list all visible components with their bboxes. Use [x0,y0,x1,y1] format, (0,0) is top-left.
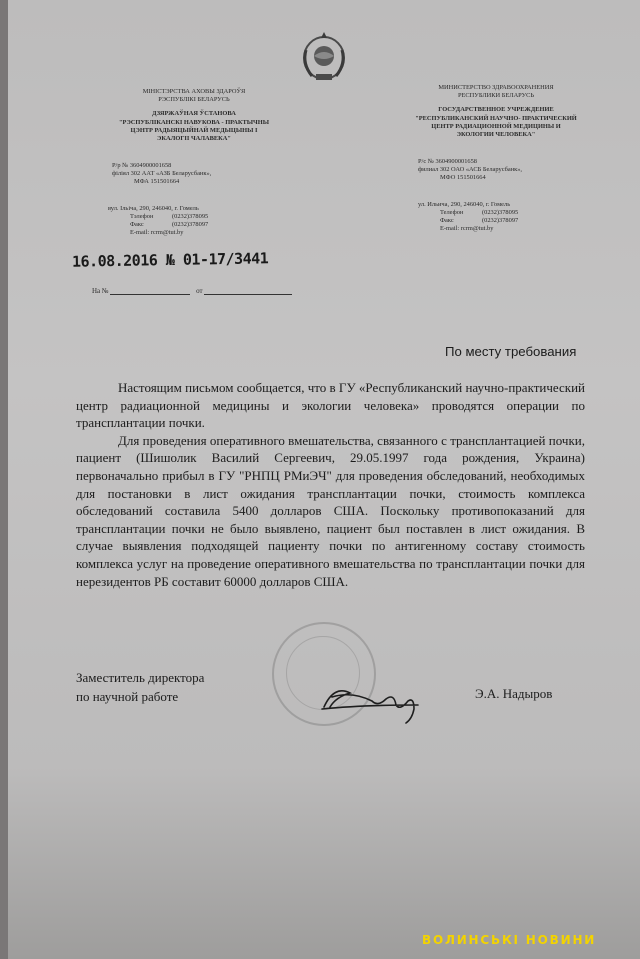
bank-line: Р/р № 3604900001658 [112,162,172,169]
signatory-name: Э.А. Надыров [475,686,553,701]
phone-value: (0232)378095 [172,213,209,220]
body-paragraph: Для проведения оперативного вмешательства, связанного с трансплантацией почки, пациент (Шишолик Василий Сергеевич, 29.05.1997 года рождения, Украина) первоначально прибыл в ГУ "РНПЦ РМиЭЧ" для проведения обследований, необходимых для постановки в лист ожидания трансплантации почки, стоимость комплекса обследований составила 5400 долларов США. Поскольку противопоказаний для трансплантации почки не было выявлено, пациент был поставлен в лист ожидания. В случае выявления подходящей пациенту почки по антигенному составу стоимость комплекса услуг на проведение оперативного вмешательства по трансплантации почки для нерезидентов РБ составит 60000 долларов США. [76,432,585,589]
fax-value: (0232)378097 [172,221,209,228]
handwritten-date: 16.08.2016 [71,251,158,271]
ministry-line: МИНИСТЕРСТВО ЗДРАВООХРАНЕНИЯ [438,84,554,91]
bank-details-left [112,162,211,186]
handwritten-signature [318,677,436,725]
bank-details-right [418,158,522,182]
institution-line: "РЭСПУБЛІКАНСКІ НАВУКОВА - ПРАКТЫЧНЫ [119,118,269,126]
no-blank [110,286,190,295]
institution-line: ЦЭНТР РАДЫЯЦЫЙНАЙ МЕДЫЦЫНЫ І [130,126,258,134]
contact-details-left [108,205,208,237]
bank-line: филиал 302 ОАО «АСБ Беларусбанк», [418,166,523,173]
header-left-block [75,88,313,143]
fax-value: (0232)378097 [482,217,519,224]
letter-body [76,379,585,590]
ministry-line: РЭСПУБЛІКІ БЕЛАРУСЬ [158,96,230,104]
email-line: E-mail: rcrm@tut.by [130,229,184,236]
signatory-title-line: по научной работе [76,689,179,704]
news-watermark: ВОЛИНСЬКІ НОВИНИ [422,933,597,947]
ministry-line: РЕСПУБЛИКИ БЕЛАРУСЬ [457,92,535,100]
institution-line: ЭКОЛОГИИ ЧЕЛОВЕКА" [456,131,536,139]
body-paragraph: Настоящим письмом сообщается, что в ГУ «Республиканский научно-практический центр радиационной медицины и экологии человека» проводятся операции по трансплантации почки. [76,380,585,431]
phone-label: Тэлефон [130,213,154,220]
institution-line: ЭКАЛОГІІ ЧАЛАВЕКА" [157,135,231,143]
institution-line: "РЕСПУБЛИКАНСКИЙ НАУЧНО- ПРАКТИЧЕСКИЙ [415,114,577,122]
phone-value: (0232)378095 [482,209,519,216]
signatory-title [76,668,204,706]
paper-edge-shadow [0,0,8,959]
address-line: ул. Ильича, 290, 246040, г. Гомель [418,201,511,208]
header-right-block [385,84,607,139]
institution-line: ЦЕНТР РАДИАЦИОННОЙ МЕДИЦИНЫ И [431,122,561,130]
bank-line: МФО 151501664 [440,174,486,181]
reference-number-line [92,286,292,295]
handwritten-number: № 01-17/3441 [165,249,269,270]
fax-label: Факс [440,217,454,224]
address-line: вул. Ільіча, 290, 246040, г. Гомель [108,205,199,212]
institution-line: ДЗЯРЖАЎНАЯ ЎСТАНОВА [152,110,236,118]
fax-label: Факс [130,221,144,228]
ministry-line: МІНІСТЭРСТВА АХОВЫ ЗДАРОЎЯ [142,88,246,95]
email-line: E-mail: rcrm@tut.by [440,225,494,232]
phone-label: Телефон [440,209,464,216]
handwritten-date-number [72,249,269,270]
recipient-line: По месту требования [445,344,577,359]
no-label: На № [92,287,109,295]
institution-line: ГОСУДАРСТВЕННОЕ УЧРЕЖДЕНИЕ [438,106,554,114]
signatory-title-line: Заместитель директора [76,670,205,685]
bank-line: МФА 151501664 [134,178,180,185]
bank-line: філіял 302 ААТ «АЗБ Беларусбанк», [112,170,212,177]
bank-line: Р/с № 3604900001658 [418,158,477,165]
from-blank [204,286,292,295]
from-label: от [196,287,203,295]
state-emblem-icon [298,28,350,86]
contact-details-right [418,201,518,233]
